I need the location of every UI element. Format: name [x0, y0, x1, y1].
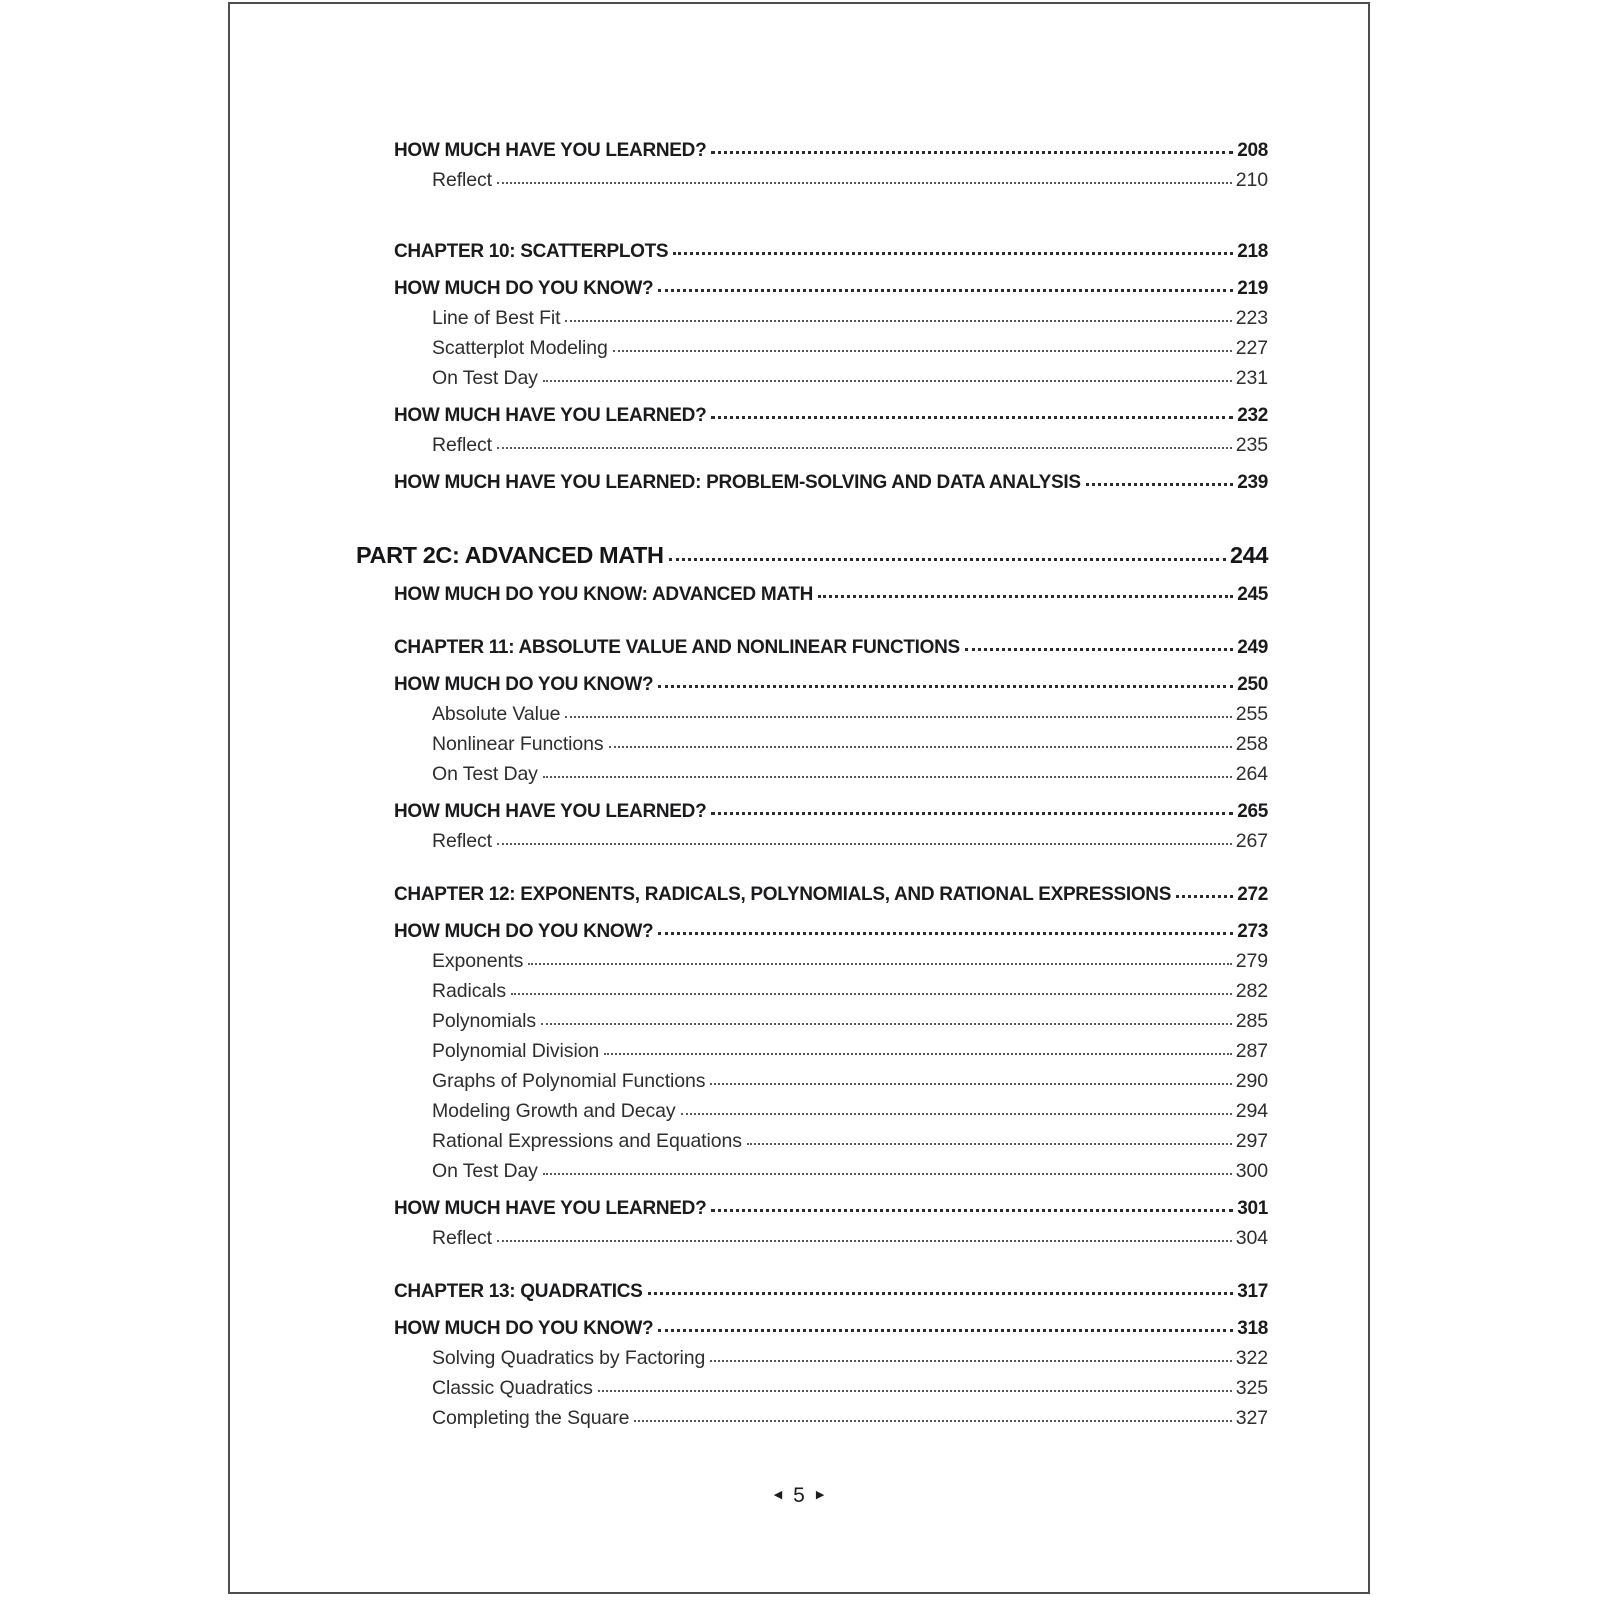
toc-entry — [432, 1160, 1268, 1183]
toc-entry — [432, 763, 1268, 786]
toc-entry-label: Reflect — [432, 1227, 492, 1249]
toc-entry-page-number: 258 — [1235, 733, 1268, 755]
toc-entry-label: CHAPTER 12: EXPONENTS, RADICALS, POLYNOMIALS, AND RATIONAL EXPRESSIONS — [394, 884, 1172, 905]
toc-entry-label: On Test Day — [432, 763, 538, 785]
toc-entry-label: Reflect — [432, 169, 492, 191]
toc-entry — [432, 367, 1268, 390]
dot-leader — [965, 648, 1233, 651]
toc-entry-page-number: 235 — [1235, 434, 1268, 456]
toc-entry — [432, 1010, 1268, 1033]
toc-entry — [432, 337, 1268, 360]
toc-entry — [432, 1040, 1268, 1063]
dot-leader — [609, 746, 1232, 748]
toc-entry-page-number: 223 — [1235, 307, 1268, 329]
toc-entry-label: CHAPTER 10: SCATTERPLOTS — [394, 241, 669, 262]
toc-entry — [394, 636, 1268, 659]
table-of-contents — [230, 4, 1368, 1430]
toc-entry — [432, 1130, 1268, 1153]
dot-leader — [497, 447, 1232, 449]
toc-entry-page-number: 301 — [1237, 1198, 1268, 1219]
toc-entry-page-number: 232 — [1237, 405, 1268, 426]
toc-entry-page-number: 322 — [1235, 1347, 1268, 1369]
page-footer — [230, 1485, 1368, 1506]
dot-leader — [710, 1360, 1231, 1362]
toc-entry-page-number: 285 — [1235, 1010, 1268, 1032]
dot-leader — [747, 1143, 1232, 1145]
toc-entry-label: HOW MUCH HAVE YOU LEARNED? — [394, 405, 707, 426]
dot-leader — [565, 716, 1231, 718]
toc-entry — [432, 1100, 1268, 1123]
dot-leader — [634, 1420, 1231, 1422]
dot-leader — [710, 1083, 1231, 1085]
toc-entry-label: Radicals — [432, 980, 506, 1002]
toc-entry — [432, 703, 1268, 726]
toc-entry — [432, 169, 1268, 192]
toc-entry-label: HOW MUCH HAVE YOU LEARNED? — [394, 1198, 707, 1219]
toc-entry — [394, 800, 1268, 823]
toc-entry-page-number: 273 — [1237, 921, 1268, 942]
toc-entry — [394, 920, 1268, 943]
toc-entry — [432, 830, 1268, 853]
toc-entry — [432, 307, 1268, 330]
toc-entry-label: Modeling Growth and Decay — [432, 1100, 676, 1122]
toc-entry-page-number: 304 — [1235, 1227, 1268, 1249]
dot-leader — [673, 252, 1233, 255]
toc-entry — [432, 1347, 1268, 1370]
toc-entry-page-number: 208 — [1237, 140, 1268, 161]
next-page-icon: ▶ — [815, 1489, 825, 1501]
toc-entry-label: Reflect — [432, 434, 492, 456]
toc-entry-page-number: 218 — [1237, 241, 1268, 262]
dot-leader — [681, 1113, 1232, 1115]
toc-entry-label: HOW MUCH HAVE YOU LEARNED? — [394, 140, 707, 161]
toc-entry-label: HOW MUCH DO YOU KNOW? — [394, 278, 654, 299]
toc-entry — [394, 404, 1268, 427]
toc-entry-label: CHAPTER 13: QUADRATICS — [394, 1281, 643, 1302]
toc-entry-page-number: 264 — [1235, 763, 1268, 785]
dot-leader — [565, 320, 1231, 322]
toc-entry-page-number: 219 — [1237, 278, 1268, 299]
toc-entry-page-number: 294 — [1235, 1100, 1268, 1122]
dot-leader — [658, 1329, 1233, 1332]
dot-leader — [711, 151, 1233, 154]
toc-entry — [432, 980, 1268, 1003]
toc-entry — [432, 1227, 1268, 1250]
toc-entry — [394, 673, 1268, 696]
toc-entry-label: HOW MUCH HAVE YOU LEARNED? — [394, 801, 707, 822]
toc-entry — [432, 950, 1268, 973]
dot-leader — [598, 1390, 1232, 1392]
toc-entry-page-number: 239 — [1237, 472, 1268, 493]
toc-entry-page-number: 227 — [1235, 337, 1268, 359]
toc-entry-page-number: 272 — [1237, 884, 1268, 905]
toc-entry-label: Polynomial Division — [432, 1040, 600, 1062]
toc-entry — [394, 240, 1268, 263]
toc-entry-label: Rational Expressions and Equations — [432, 1130, 742, 1152]
toc-entry — [432, 1070, 1268, 1093]
page-number: 5 — [793, 1484, 805, 1507]
toc-entry — [394, 139, 1268, 162]
toc-entry — [394, 277, 1268, 300]
toc-entry-label: Polynomials — [432, 1010, 537, 1032]
toc-entry — [432, 434, 1268, 457]
toc-entry — [432, 1407, 1268, 1430]
toc-entry-label: Nonlinear Functions — [432, 733, 604, 755]
toc-entry-label: HOW MUCH HAVE YOU LEARNED: PROBLEM-SOLVING AND DATA ANALYSIS — [394, 472, 1081, 493]
toc-entry-page-number: 210 — [1235, 169, 1268, 191]
toc-entry-label: HOW MUCH DO YOU KNOW? — [394, 674, 654, 695]
toc-entry-label: HOW MUCH DO YOU KNOW? — [394, 921, 654, 942]
toc-entry-page-number: 287 — [1235, 1040, 1268, 1062]
book-page — [228, 2, 1370, 1594]
toc-entry-label: Completing the Square — [432, 1407, 630, 1429]
toc-entry-page-number: 231 — [1235, 367, 1268, 389]
dot-leader — [543, 380, 1232, 382]
dot-leader — [711, 416, 1233, 419]
toc-entry-page-number: 249 — [1237, 637, 1268, 658]
toc-entry-page-number: 255 — [1235, 703, 1268, 725]
toc-entry — [432, 1377, 1268, 1400]
dot-leader — [818, 595, 1233, 598]
dot-leader — [497, 843, 1232, 845]
toc-entry-label: Reflect — [432, 830, 492, 852]
dot-leader — [543, 1173, 1232, 1175]
dot-leader — [497, 1240, 1232, 1242]
toc-entry-label: On Test Day — [432, 367, 538, 389]
dot-leader — [543, 776, 1232, 778]
toc-entry-page-number: 250 — [1237, 674, 1268, 695]
toc-entry — [432, 733, 1268, 756]
toc-entry-label: Exponents — [432, 950, 524, 972]
toc-entry-label: HOW MUCH DO YOU KNOW: ADVANCED MATH — [394, 584, 814, 605]
toc-entry-label: Absolute Value — [432, 703, 561, 725]
toc-entry-page-number: 265 — [1237, 801, 1268, 822]
toc-entry — [394, 1280, 1268, 1303]
toc-entry-label: Graphs of Polynomial Functions — [432, 1070, 706, 1092]
toc-entry — [394, 883, 1268, 906]
toc-entry — [394, 583, 1268, 606]
toc-entry-page-number: 297 — [1235, 1130, 1268, 1152]
dot-leader — [711, 1209, 1233, 1212]
previous-page-icon: ◀ — [773, 1489, 783, 1501]
toc-entry-label: On Test Day — [432, 1160, 538, 1182]
toc-entry-label: Scatterplot Modeling — [432, 337, 608, 359]
toc-entry-page-number: 318 — [1237, 1318, 1268, 1339]
toc-entry — [356, 542, 1268, 569]
toc-entry — [394, 1317, 1268, 1340]
toc-entry-label: PART 2C: ADVANCED MATH — [356, 542, 664, 568]
dot-leader — [658, 932, 1233, 935]
dot-leader — [528, 963, 1232, 965]
toc-entry-label: HOW MUCH DO YOU KNOW? — [394, 1318, 654, 1339]
dot-leader — [541, 1023, 1232, 1025]
dot-leader — [497, 182, 1232, 184]
toc-entry-label: Line of Best Fit — [432, 307, 561, 329]
toc-entry — [394, 471, 1268, 494]
toc-entry-page-number: 245 — [1237, 584, 1268, 605]
dot-leader — [1086, 483, 1233, 486]
dot-leader — [658, 289, 1233, 292]
toc-entry-page-number: 244 — [1229, 542, 1268, 568]
dot-leader — [658, 685, 1233, 688]
dot-leader — [1176, 895, 1233, 898]
dot-leader — [648, 1292, 1234, 1295]
toc-entry-page-number: 300 — [1235, 1160, 1268, 1182]
toc-entry-page-number: 282 — [1235, 980, 1268, 1002]
dot-leader — [613, 350, 1232, 352]
dot-leader — [669, 558, 1226, 561]
toc-entry-page-number: 279 — [1235, 950, 1268, 972]
toc-entry — [394, 1197, 1268, 1220]
toc-entry-page-number: 327 — [1235, 1407, 1268, 1429]
dot-leader — [511, 993, 1232, 995]
toc-entry-page-number: 325 — [1235, 1377, 1268, 1399]
dot-leader — [604, 1053, 1232, 1055]
toc-entry-page-number: 267 — [1235, 830, 1268, 852]
toc-entry-label: Solving Quadratics by Factoring — [432, 1347, 706, 1369]
toc-entry-page-number: 317 — [1237, 1281, 1268, 1302]
toc-entry-label: Classic Quadratics — [432, 1377, 593, 1399]
toc-entry-page-number: 290 — [1235, 1070, 1268, 1092]
dot-leader — [711, 812, 1233, 815]
toc-entry-label: CHAPTER 11: ABSOLUTE VALUE AND NONLINEAR FUNCTIONS — [394, 637, 960, 658]
